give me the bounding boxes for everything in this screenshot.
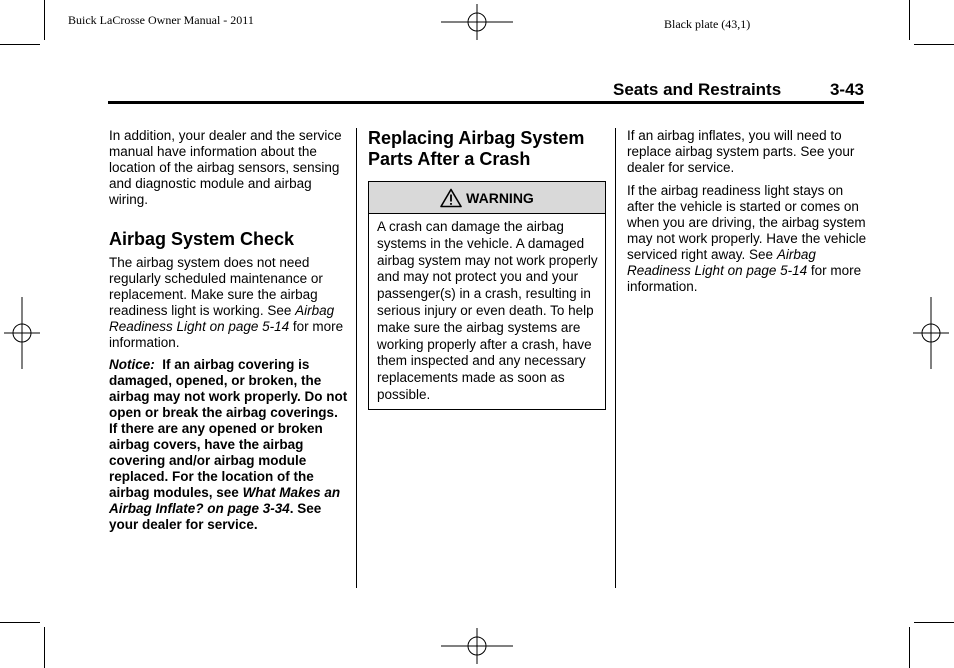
crop-mark: [909, 0, 910, 40]
crop-mark: [44, 627, 45, 668]
crop-mark: [909, 627, 910, 668]
text-run: for more information.: [627, 263, 862, 294]
text-run: The airbag system does not need regularly scheduled maintenance or replacement. Make sure the airbag readiness light is working. See: [109, 255, 323, 318]
crop-mark: [44, 0, 45, 40]
text-run: If the airbag readiness light stays on after the vehicle is started or comes on when you are driving, the airbag system may not work properly. Have the vehicle serviced right away. See: [627, 183, 867, 262]
notice-label: Notice:: [109, 357, 155, 372]
crop-mark: [0, 44, 40, 45]
section-title: Seats and Restraints: [613, 80, 782, 99]
cross-reference-link[interactable]: Airbag Readiness Light on page 5-14: [109, 303, 335, 334]
warning-label: WARNING: [466, 189, 534, 206]
check-paragraph: [109, 255, 349, 351]
cross-reference-link[interactable]: What Makes an Airbag Inflate? on page 3-34: [109, 485, 341, 516]
inflate-paragraph: If an airbag inflates, you will need to replace airbag system parts. See your dealer for service.: [627, 128, 855, 175]
crop-mark: [0, 622, 40, 623]
column-divider: [615, 128, 616, 588]
column-divider: [356, 128, 357, 588]
crop-mark: [914, 622, 954, 623]
print-meta-plate: Black plate (43,1): [664, 17, 751, 31]
text-run: . See your dealer for service.: [109, 501, 322, 532]
crop-mark: [914, 44, 954, 45]
print-meta-title: Buick LaCrosse Owner Manual - 2011: [68, 13, 254, 27]
column-3: [627, 128, 867, 295]
intro-paragraph: In addition, your dealer and the service manual have information about the location of the airbag sensors, sensing and diagnostic module and airbag wiring.: [109, 128, 342, 207]
warning-text: A crash can damage the airbag systems in the vehicle. A damaged airbag system may not work properly and may not protect you and your passenger(s) in a crash, resulting in serious injury or even death. To help make sure the airbag systems are working properly after a crash, have them inspected and any necessary replacements made as soon as possible.: [377, 219, 598, 402]
header-rule: [108, 101, 864, 104]
section-heading: Airbag System Check: [109, 229, 295, 249]
registration-mark-icon: [4, 297, 40, 369]
text-run: for more information.: [109, 319, 344, 350]
registration-mark-icon: [441, 4, 513, 40]
notice-paragraph: [109, 357, 349, 533]
warning-triangle-icon: [440, 188, 462, 208]
readiness-paragraph: [627, 183, 867, 295]
cross-reference-link[interactable]: Airbag Readiness Light on page 5-14: [627, 247, 816, 278]
running-header: [108, 80, 864, 100]
registration-mark-icon: [913, 297, 949, 369]
registration-mark-icon: [441, 628, 513, 664]
section-heading: Replacing Airbag System Parts After a Crash: [368, 128, 585, 169]
warning-header: [369, 182, 605, 214]
page-number: 3-43: [829, 80, 864, 99]
warning-box: [368, 181, 606, 410]
column-1: [109, 128, 349, 533]
text-run: If an airbag covering is damaged, opened, or broken, the airbag may not work properly. Do not open or break the airbag coverings. If there are any opened or broken airbag covers, have the airbag covering and/or airbag module replaced. For the location of the airbag modules, see: [109, 357, 348, 500]
column-2: [368, 128, 608, 410]
